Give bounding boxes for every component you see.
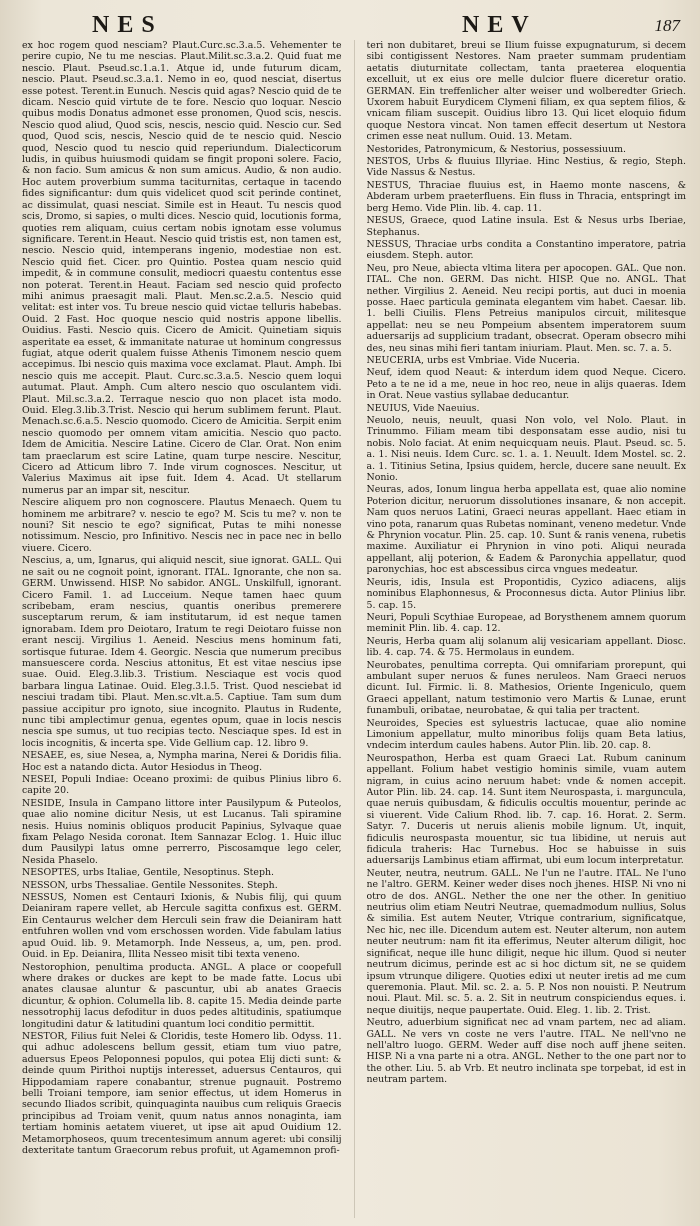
dictionary-entry: Neuras, ados, Ionum lingua herba appellata est, quae alio nomine Poterion dicitur, neruorum dissolutiones insanare, & non accepit. Nam quos neruos Latini, Graeci neuras appellant. Haec etiam in vino pota, ranarum quas Rubetas nominant, veneno medetur. Vnde & Phrynion vocatur. Plin. 25. cap. 10. Sunt & ranis venena, rubetis maxime. Auxiliatur ei Phrynion in vino poti. Aliqui neurada appellant, alij poterion, & Eadem & Paronychia appellatur, quod paronychias, hoc est abscessibus circa vngues medeatur. (366, 484, 686, 576)
left-column (22, 40, 342, 1218)
dictionary-entry: Neuris, Herba quam alij solanum alij vesicariam appellant. Diosc. lib. 4. cap. 74. & 75. Hermolaus in eundem. (366, 635, 686, 659)
dictionary-entry: Neuf, idem quod Neaut: & interdum idem quod Neque. Cicero. Peto a te ne id a me, neue in hoc reo, neue in alijs quaeras. Idem in Orat. Neue vastius syllabae deducantur. (366, 367, 686, 402)
dictionary-entry: Neuolo, neuis, neuult, quasi Non volo, vel Nolo. Plaut. in Trinummo. Filiam meam tibi desponsatam esse audio, nisi tu nobis. Nolo faciat. At enim nequicquam neuis. Plaut. Pseud. sc. 5. a. 1. Nisi neuis. Idem Curc. sc. 1. a. 1. Neuult. Idem Mostel. sc. 2. a. 1. Titinius Setina, Ipsius quidem, hercle, ducere sane neuult. Ex Nonio. (366, 415, 686, 484)
dictionary-entry: Neuri, Populi Scythiae Europeae, ad Borysthenem amnem quorum meminit Plin. lib. 4. cap. 12. (366, 611, 686, 635)
dictionary-entry: Nescius, a, um, Ignarus, qui aliquid nescit, siue ignorat. GALL. Qui ne sait ou ne cognoit point, ignorant. ITAL. Ignorante, che non sa. GERM. Unwissend. HISP. No sabidor. ANGL. Unskilfull, ignorant. Cicero Famil. 1. ad Lucceium. Neque tamen haec quum scribebam, eram nescius, quantis oneribus premerere susceptarum rerum, & iam institutarum, id est neque tamen ignorabam. Idem pro Deiotaro, Iratum te regi Deiotaro fuisse non erant nescij. Virgilius 1. Aeneid. Nescius mens hominum fati, sortisque futurae. Idem 4. Georgic. Nescia que numerum precibus mansuescere corda. Nescius attonitus, Et est vitae nescius ipse suae. Ouid. Eleg.3.lib.3. Tristium. Nesciaque est vocis quod barbara lingua Latinae. Ouid. Eleg.3.l.5. Trist. Quod nesciebat id nesciui tradam tibi. Plaut. Men.sc.vlt.a.5. Captiue. Tam sum dum passiue accipitur pro ignoto, siue incognito. Plautus in Rudente, nunc tibi amplectimur genua, egentes opum, quae in locis nescis nescia spe sumus, ut tuo recipias tecto. Nesciaque spes. Id est in locis incognitis, & incerta spe. Vide Gellium cap. 12. libro 9. (22, 555, 342, 749)
dictionary-entry: NESEI, Populi Indiae: Oceano proximi: de quibus Plinius libro 6. capite 20. (22, 774, 342, 797)
dictionary-entry: ex hoc rogem quod nesciam? Plaut.Curc.sc.3.a.5. Vehementer te perire cupio, Ne tu me nescias. Plaut.Milit.sc.3.a.2. Quid fuat me nescio. Plaut. Pseud.sc.1.a.1. Atque id, unde futurum dicam, nescio. Plaut. Pseud.sc.3.a.1. Nemo in eo, quod nesciat, disertus esse potest. Terent.in Eunuch. Nescis quid agas? Nescio quid de te dicam. Nescio quid virtute de te fore. Nescio quo loquar. Nescio quibus modis Donatus admonet esse pronomen, Quod scis, nescis. Nescio quod aliud, Quod scis, nescis, nescio quid. Nescio cur. Sed quod, Quod scis, nescis, Nescio quid de te nescio quid. Nescio quod, Nescio quod tu nescio quid reperiundum. Dialecticorum ludis, in quibus huiusmodi quidam se fingit proponi solere. Facio, & non facio. Sum amicus & non sum amicus. Audio, & non audio. Hoc autem proverbium summa taciturnitas, certaque in tacendo fides significantur: dum quis videlicet quod scit perinde continet, ac dissimulat, quasi nesciat. Simile est in Heaut. Tu nescis quod scis, Dromo, si sapies, o multi dices. Nescio quid, locutionis forma, quoties rem aliquam, cuius certam nobis ignotam esse volumus significare. Terent.in Heaut. Nescio quid tristis est, non tamen est, nescio. Nescio quid, intemperans ingenio, modestiae non est. Nescio quid fiet. Cicer. pro Quintio. Postea quam nescio quid impedit, & in commune consulit, mediocri quaestu contentus esse non poterat. Terent.in Heaut. Faciam sed nescio quid profecto mihi animus praesagit mali. Plaut. Men.sc.2.a.5. Nescio quid velitat: est inter vos. Tu breue nescio quid victae telluris habebas. Ouid. 2 Fast. Hoc quoque nescio quid nostris appone libellis. Ouidius. Fasti. Nescio quis. Cicero de Amicit. Quinetiam siquis asperitate ea esset, & immanitate naturae ut hominum congressus fugiat, atque oderit qualem fuisse Athenis Timonem nescio quem accepimus. Ibi nescio quis maxima voce exclamat. Plaut. Amph. Ibi nescio quis me accepit. Plaut. Curc.sc.3.a.5. Nescio quem loqui autumat. Plaut. Amph. Cum altero nescio quo osculantem vidi. Plaut. Mil.sc.3.a.2. Terraque nescio quo non placet ista modo. Ouid. Eleg.3.lib.3.Trist. Nescio qui herum sublimem ferunt. Plaut. Menach.sc.6.a.5. Nescio quomodo. Cicero de Amicitia. Serpit enim nescio quomodo per omnem vitam amicitia. Nescio quo pacto. Idem de Amicitia. Nescire Latine. Cicero de Clar. Orat. Non enim tam praeclarum est scire Latine, quam turpe nescire. Nescitur, Cicero ad Atticum libro 7. Inde virum cognosces. Nescitur, ut Valerius Maximus ait ipse fuit. Idem 4. Acad. Ut stellarum numerus par an impar sit, nescitur. (22, 40, 342, 496)
dictionary-entry: Neu, pro Neue, abiecta vltima litera per apocopen. GAL. Que non. ITAL. Che non. GERM. Das nicht. HISP. Que no. ANGL. That nether. Virgilius 2. Aeneid. Neu recipi portis, aut duci in moenia posse. Haec particula geminata elegantem vim habet. Caesar. lib. 1. belli Ciuilis. Flens Petreius manipulos circuit, militesque appellat: neu se neu Pompeium absentem imperatorem suum aduersarijs ad supplicium tradant, obsecrat. Operam obsecro mihi des, neu sinas mihi fieri tantam iniuriam. Plaut. Men. sc. 7. a. 5. (366, 262, 686, 354)
dictionary-entry: NESTOS, Urbs & fluuius Illyriae. Hinc Nestius, & regio, Steph. Vide Nassus & Nestus. (366, 156, 686, 179)
page-number: 187 (654, 16, 680, 35)
right-column (367, 40, 687, 1218)
running-head (22, 10, 686, 40)
dictionary-entry: Nescire aliquem pro non cognoscere. Plautus Menaech. Quem tu hominem me arbitrare? v. nescio te ego? M. Scis tu me? v. non te nouni? Sit nescio te ego? significat, Putas te mihi nonesse notissimum. Nescio, pro Infinitivo. Nescis nec in pace nec in bello viuere. Cicero. (22, 497, 342, 554)
dictionary-entry: Neutro, aduerbium significat nec ad vnam partem, nec ad aliam. GALL. Ne vers vn coste ne vers l'autre. ITAL. Ne nell'vno ne nell'altro luogo. GERM. Weder auff dise noch auff jhene seiten. HISP. Ni a vna parte ni a otra. ANGL. Nether to the one part nor to the other. Liu. 5. ab Vrb. Et neutro inclinata spe torpebat, id est in neutram partem. (366, 1017, 686, 1086)
dictionary-entry: Neuroides, Species est syluestris lactucae, quae alio nomine Limonium appellatur, multo minoribus folijs quam Beta latius, vndecim interdum caules habens. Autor Plin. lib. 20. cap. 8. (366, 717, 686, 752)
dictionary-entry: NEUCERIA, urbs est Vmbriae. Vide Nuceria. (366, 354, 580, 366)
dictionary-entry: Nestorophion, penultima producta. ANGL. A place or coopefull where drakes or duckes are kept to be made fatte. Locus ubi anates clausae aluntur & pascuntur, ubi ab anates Graecis dicuntur, & ophion. Columella lib. 8. capite 15. Media deinde parte nessotrophij lacus defoditur in duos pedes altitudinis, spatiumque longitudini datur & latitudini quantum loci conditio permittit. (22, 961, 342, 1030)
dictionary-entry: NESSON, urbs Thessaliae. Gentile Nessonites. Steph. (22, 879, 278, 891)
running-head-left: NES (92, 12, 163, 38)
dictionary-entry: Neurospathon, Herba est quam Graeci Lat. Rubum caninum appellant. Folium habet vestigio hominis simile, vuam autem nigram, in cuius acino neruum habet: vnde & nomen accepit. Autor Plin. lib. 24. cap. 14. Sunt item Neurospasta, i. marguncula, quae neruis quibusdam, & fidiculis occultis mouentur, perinde ac si viuerent. Vide Calium Rhod. lib. 7. cap. 16. Horat. 2. Serm. Satyr. 7. Duceris ut neruis alienis mobile lignum. Ut, inquit, fidiculis neurospasta mouentur, sic tua libidine, ut neruis aut fidicula traheris: Hac Turnebus. Hoc se habuisse in suis aduersarijs Lambinus etiam affirmat, ubi eum locum interpretatur. (366, 752, 686, 867)
dictionary-entry: Nestorides, Patronymicum, & Nestorius, possessiuum. (366, 143, 626, 155)
text-columns (22, 40, 686, 1218)
dictionary-entry: NESTUS, Thraciae fluuius est, in Haemo monte nascens, & Abderam urbem praeterfluens. Ein fluss in Thracia, entspringt im berg Hemo. Vide Plin. lib. 4. cap. 11. (366, 179, 686, 214)
dictionary-entry: NESAEE, es, siue Nesea, a, Nympha marina, Nerei & Doridis filia. Hoc est a natando dicta. Autor Hesiodus in Theog. (22, 750, 342, 773)
dictionary-entry: NESSUS, Nomen est Centauri Ixionis, & Nubis filij, qui quum Deianiram rapere vellet, ab Hercule sagitta confixus est. GERM. Ein Centaurus welcher dem Herculi sein fraw die Deianiram hatt entfuhren wollen vnd vom erschossen worden. Vide fabulam latius apud Ouid. lib. 9. Metamorph. Inde Nesseus, a, um, pen. prod. Ouid. in Ep. Deianira, Illita Nesseo misit tibi texta veneno. (22, 892, 342, 961)
running-head-right: NEV (462, 12, 537, 38)
dictionary-entry: teri non dubitaret, breui se Ilium fuisse expugnaturum, si decem sibi contigissent Nestores. Nam praeter summam prudentiam aetatis diuturnitate collectam, tanta praeterea eloquentia excelluit, ut ex eius ore melle dulcior fluere diceretur oratio. GERMAN. Ein treffenlicher alter weiser und wolberedter Griech. Uxorem habuit Eurydicem Clymeni filiam, ex qua septem filios, & vnicam filiam suscepit. Ouidius libro 13. Qui licet eloquio fidum quoque Nestora vincat. Non tamen effecit desertum ut Nestora crimen esse neat nullum. Ouid. 13. Metam. (366, 40, 686, 143)
dictionary-entry: Neuter, neutra, neutrum. GALL. Ne l'un ne l'autre. ITAL. Ne l'uno ne l'altro. GERM. Keiner weder dises noch jhenes. HISP. Ni vno ni otro de dos. ANGL. Nether the one ner the other. In genitiuo neutrius olim etiam Neutri Neutrae, quemadmodum nullius, Solus & similia. Est autem Neuter, Vtrique contrarium, significatque, Nec hic, nec ille. Dicendum autem est. Neuter alterum, non autem neuter neutrum: nam fit ita efferimus, Neuter alterum diligit, hoc significat, neque ille hunc diligit, neque hic illum. Quod si neuter neutrum dicimus, perinde est ac si hoc dictum sit, ne se quidem ipsum vtrunque diligere. Quoties edixi ut neuter iretis ad me cum queremonia. Plaut. Mil. sc. 2. a. 5. P. Nos non nouisti. P. Neutrum noui. Plaut. Mil. sc. 5. a. 2. Sit in neutrum conspiciendus eques. i. neque diuitijs, neque paupertate. Ouid. Eleg. 1. lib. 2. Trist. (366, 867, 686, 1016)
dictionary-entry: NESIDE, Insula in Campano littore inter Pausilypum & Puteolos, quae alio nomine dicitur Nesis, ut est Lucanus. Tali spiramine nesis. Huius nominis obliquos producit Papinius, Sylvaque quae fixam Pelago Nesida coronat. Item Sannazar Eclog. 1. Huic illuc dum Pausilypi latus omne perrerro, Piscosamque lego celer, Nesida Phaselo. (22, 797, 342, 866)
dictionary-entry: NESTOR, Filius fuit Nelei & Cloridis, teste Homero lib. Odyss. 11. qui adhuc adolescens bellum gessit, etiam tum viuo patre, aduersus Epeos Peloponnesi populos, qui potea Elij dicti sunt: & deinde quum Pirithoi nuptijs interesset, aduersus Centauros, qui Hippodamiam rapere conabantur, strenue pugnauit. Postremo belli Troiani tempore, iam senior effectus, ut idem Homerus in secundo Iliados scribit, quinquaginta nauibus cum reliquis Graecis principibus ad Troiam venit, quum natus annos nonaginta, iam tertiam hominis aetatem viueret, ut ipse ait apud Ouidium 12. Metamorphoseos, quum trecentesimum annum ageret: ubi consilij dexteritate tantum Graecorum rebus profuit, ut Agamemnon profi- (22, 1030, 342, 1156)
column-gutter (354, 40, 355, 1218)
dictionary-entry: NESOPTES, urbs Italiae, Gentile, Nesoptinus. Steph. (22, 867, 274, 879)
dictionary-entry: Neuris, idis, Insula est Propontidis, Cyzico adiacens, alijs nominibus Elaphonnesus, & Proconnesus dicta. Autor Plinius libr. 5. cap. 15. (366, 576, 686, 611)
dictionary-entry: NESSUS, Thraciae urbs condita a Constantino imperatore, patria eiusdem. Steph. autor. (366, 238, 686, 262)
dictionary-entry: NESUS, Graece, quod Latine insula. Est & Nesus urbs Iberiae, Stephanus. (366, 215, 686, 238)
dictionary-entry: NEUIUS, Vide Naeuius. (366, 402, 480, 414)
dictionary-entry: Neurobates, penultima correpta. Qui omnifariam prorepunt, qui ambulant super neruos & funes neruleos. Nam Graeci neruos dicunt. Iul. Firmic. li. 8. Mathesios, Oriente Ingeniculo, quem Graeci appellant, natum testimonio vero Martis & Lunae, erunt funambuli, oribatae, neurobatae, & qui talia per tractent. (366, 659, 686, 717)
